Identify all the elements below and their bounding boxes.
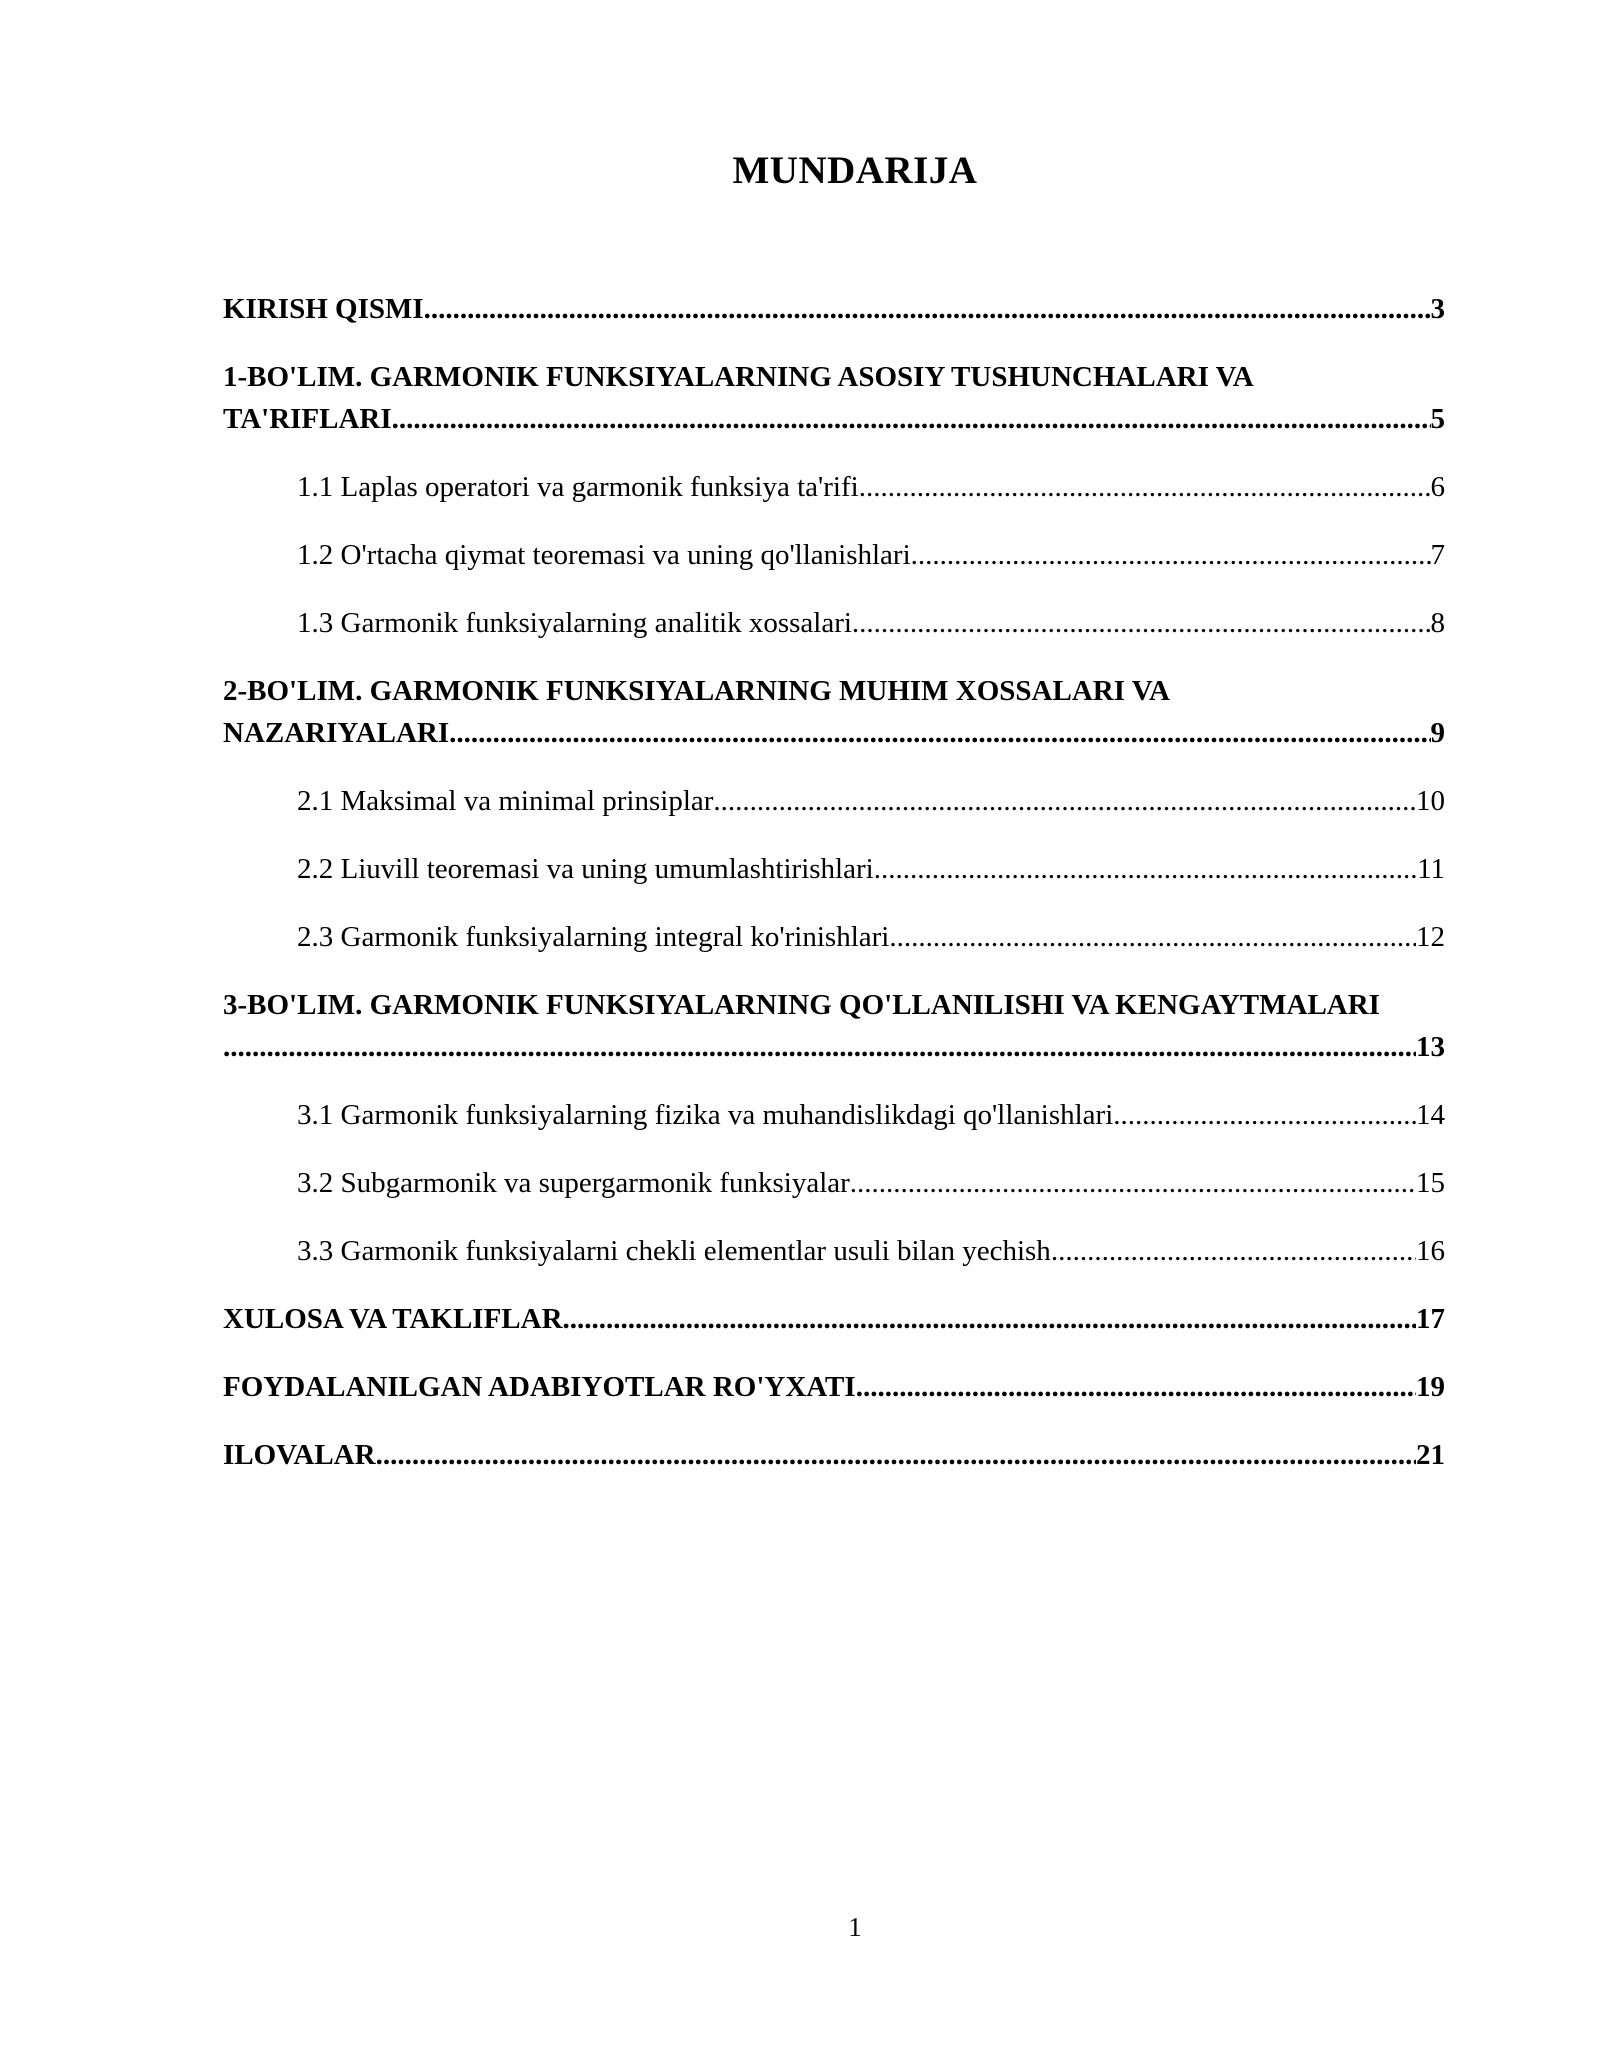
toc-line xyxy=(297,466,1445,508)
toc-entry-title: 1.2 O'rtacha qiymat teoremasi va uning qo'llanishlari xyxy=(297,539,911,571)
toc-entry-title: XULOSA VA TAKLIFLAR xyxy=(223,1303,563,1335)
toc-entry-title-line: 2-BO'LIM. GARMONIK FUNKSIYALARNING MUHIM XOSSALARI VA xyxy=(223,675,1170,707)
toc-page-number: 7 xyxy=(1430,539,1445,571)
toc-page-number: 11 xyxy=(1417,853,1445,885)
toc-entry-ilovalar[interactable] xyxy=(223,1434,1445,1476)
toc-page-number: 10 xyxy=(1416,785,1445,817)
toc-entry-3-2[interactable] xyxy=(223,1162,1445,1204)
toc-page-number: 3 xyxy=(1430,293,1445,325)
toc-line xyxy=(297,916,1445,958)
toc-line xyxy=(223,1026,1445,1068)
toc-page-number: 12 xyxy=(1416,921,1445,953)
toc-entry-title: 2.2 Liuvill teoremasi va uning umumlashtirishlari xyxy=(297,853,874,885)
toc-line xyxy=(297,780,1445,822)
toc-entry-title: 1.1 Laplas operatori va garmonik funksiya ta'rifi xyxy=(297,471,859,503)
toc-page-number: 13 xyxy=(1416,1031,1445,1063)
toc-entry-title: 2.1 Maksimal va minimal prinsiplar xyxy=(297,785,714,817)
dot-leader xyxy=(376,1434,1416,1476)
toc-entry-2-1[interactable] xyxy=(223,780,1445,822)
dot-leader xyxy=(1051,1230,1416,1272)
toc-entry-1-3[interactable] xyxy=(223,602,1445,644)
toc-entry-section-1[interactable] xyxy=(223,356,1445,440)
page-title: MUNDARIJA xyxy=(732,149,978,192)
toc-line xyxy=(223,1298,1445,1340)
toc-page-number: 8 xyxy=(1430,607,1445,639)
dot-leader xyxy=(911,534,1431,576)
toc-page-number: 21 xyxy=(1416,1439,1445,1471)
toc-entry-3-1[interactable] xyxy=(223,1094,1445,1136)
toc-entry-title: FOYDALANILGAN ADABIYOTLAR RO'YXATI xyxy=(223,1371,856,1403)
toc-entry-title: 2.3 Garmonik funksiyalarning integral ko'rinishlari xyxy=(297,921,890,953)
dot-leader xyxy=(874,848,1417,890)
dot-leader xyxy=(856,1366,1416,1408)
toc-line xyxy=(297,1230,1445,1272)
dot-leader xyxy=(713,780,1416,822)
toc-entry-section-3[interactable] xyxy=(223,984,1445,1068)
toc-page-number: 19 xyxy=(1416,1371,1445,1403)
toc-line xyxy=(223,1366,1445,1408)
toc-page-number: 17 xyxy=(1416,1303,1445,1335)
toc-entry-title: KIRISH QISMI xyxy=(223,293,424,325)
toc-page-number: 6 xyxy=(1430,471,1445,503)
toc-entry-3-3[interactable] xyxy=(223,1230,1445,1272)
toc-page-number: 5 xyxy=(1430,403,1445,435)
toc-line xyxy=(297,602,1445,644)
dot-leader xyxy=(859,466,1431,508)
toc-entry-title-line: 1-BO'LIM. GARMONIK FUNKSIYALARNING ASOSIY TUSHUNCHALARI VA xyxy=(223,361,1254,393)
toc-line xyxy=(223,398,1445,440)
dot-leader xyxy=(852,602,1431,644)
dot-leader xyxy=(424,288,1431,330)
table-of-contents xyxy=(223,288,1445,1502)
toc-entry-adabiyotlar[interactable] xyxy=(223,1366,1445,1408)
toc-line xyxy=(297,1162,1445,1204)
toc-line xyxy=(297,1094,1445,1136)
toc-line xyxy=(297,848,1445,890)
toc-page-number: 9 xyxy=(1430,717,1445,749)
toc-entry-kirish[interactable] xyxy=(223,288,1445,330)
toc-entry-1-1[interactable] xyxy=(223,466,1445,508)
toc-entry-title: 3.3 Garmonik funksiyalarni chekli elementlar usuli bilan yechish xyxy=(297,1235,1051,1267)
dot-leader xyxy=(392,398,1431,440)
dot-leader xyxy=(850,1162,1416,1204)
toc-entry-title: 1.3 Garmonik funksiyalarning analitik xossalari xyxy=(297,607,852,639)
toc-line xyxy=(223,712,1445,754)
toc-page-number: 15 xyxy=(1416,1167,1445,1199)
dot-leader xyxy=(449,712,1430,754)
dot-leader xyxy=(1113,1094,1416,1136)
toc-page-number: 16 xyxy=(1416,1235,1445,1267)
toc-entry-title: ILOVALAR xyxy=(223,1439,376,1471)
toc-entry-section-2[interactable] xyxy=(223,670,1445,754)
toc-entry-2-3[interactable] xyxy=(223,916,1445,958)
toc-entry-2-2[interactable] xyxy=(223,848,1445,890)
toc-line xyxy=(223,288,1445,330)
dot-leader xyxy=(889,916,1416,958)
toc-entry-1-2[interactable] xyxy=(223,534,1445,576)
toc-entry-title: 3.1 Garmonik funksiyalarning fizika va muhandislikdagi qo'llanishlari xyxy=(297,1099,1114,1131)
toc-entry-xulosa[interactable] xyxy=(223,1298,1445,1340)
toc-entry-title-continuation: TA'RIFLARI xyxy=(223,403,392,435)
toc-entry-title-line: 3-BO'LIM. GARMONIK FUNKSIYALARNING QO'LLANILISHI VA KENGAYTMALARI xyxy=(223,989,1380,1021)
toc-page-number: 14 xyxy=(1416,1099,1445,1131)
toc-entry-title: 3.2 Subgarmonik va supergarmonik funksiyalar xyxy=(297,1167,850,1199)
dot-leader xyxy=(223,1026,1416,1068)
toc-line xyxy=(297,534,1445,576)
dot-leader xyxy=(563,1298,1416,1340)
page-footer-number: 1 xyxy=(848,1912,862,1942)
toc-line xyxy=(223,1434,1445,1476)
toc-entry-title-continuation: NAZARIYALARI xyxy=(223,717,450,749)
